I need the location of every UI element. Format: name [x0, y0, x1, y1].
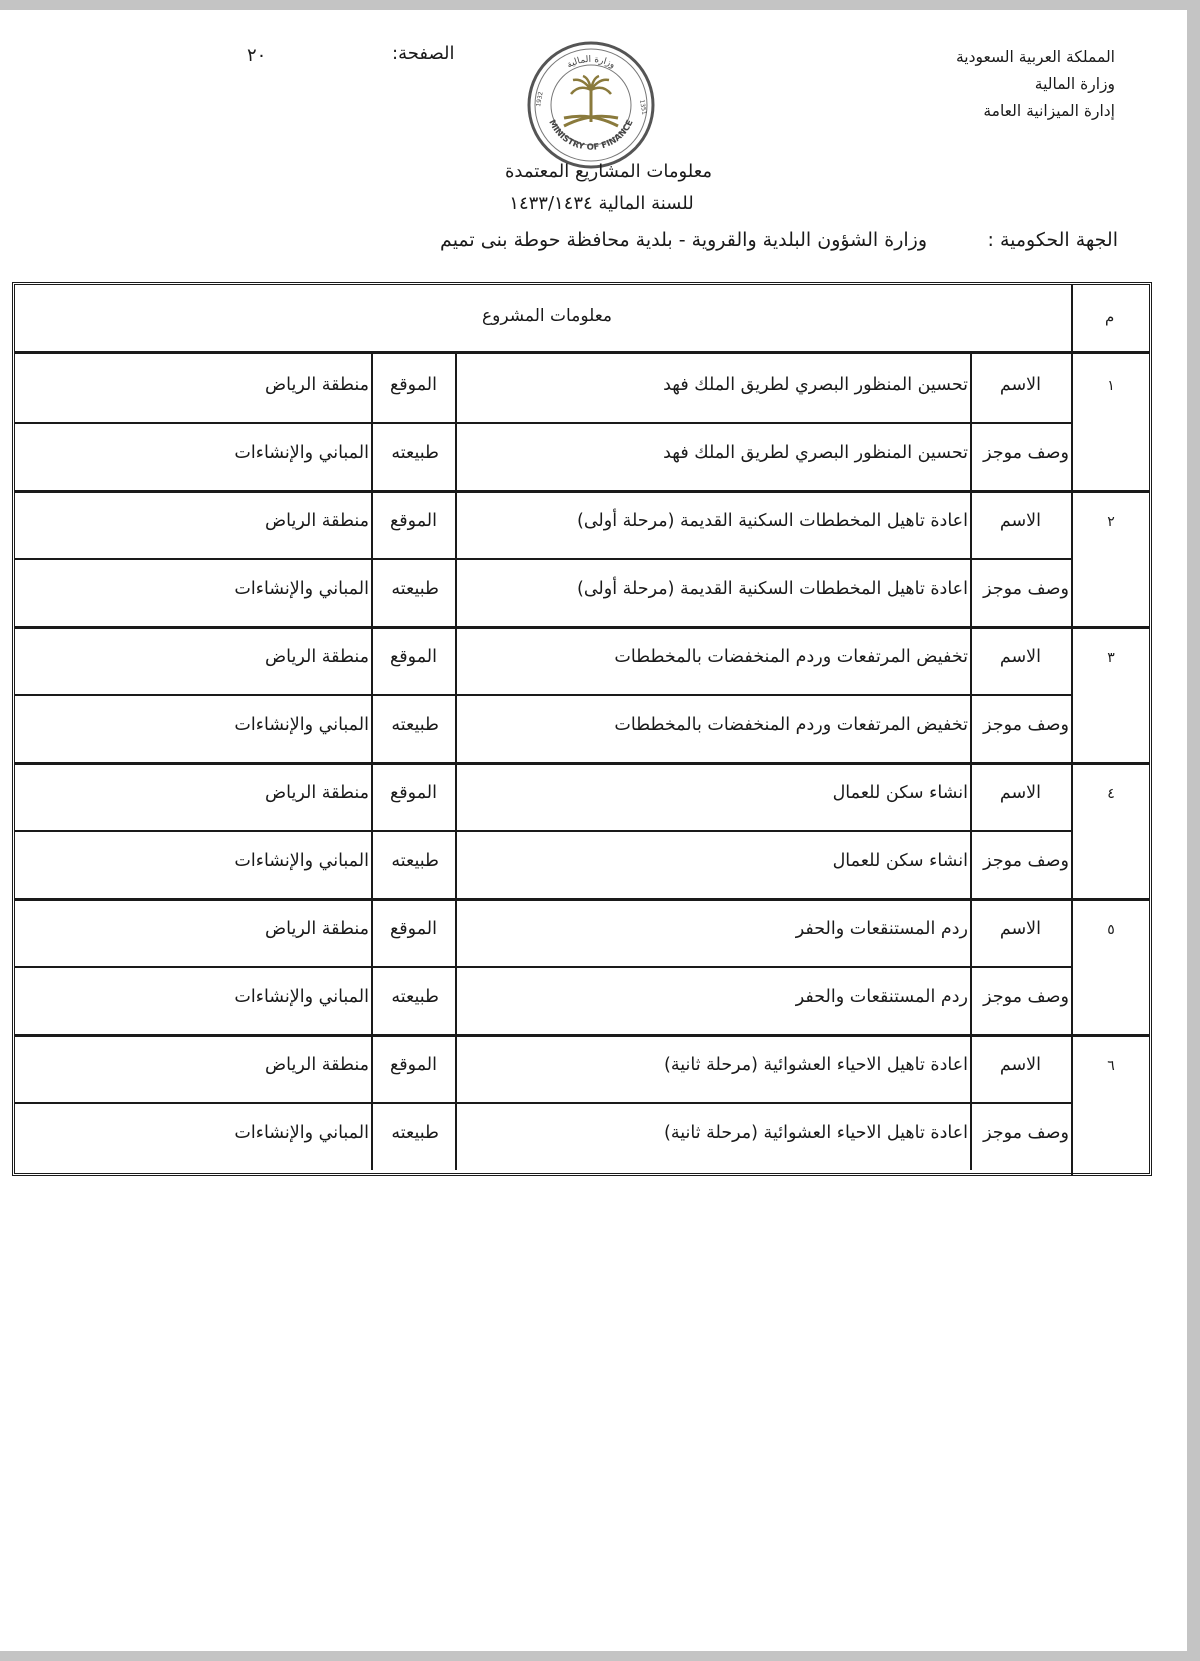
label-location: الموقع: [389, 511, 437, 531]
column-divider: [455, 762, 457, 898]
page-number: ٢٠: [247, 45, 267, 66]
row-number: ٦: [1107, 1058, 1115, 1074]
label-name: الاسم: [999, 647, 1041, 667]
row-inner-divider: [15, 694, 1071, 696]
column-divider: [970, 354, 972, 490]
project-nature: المباني والإنشاءات: [234, 443, 369, 463]
row-inner-divider: [15, 558, 1071, 560]
col-header-number: م: [1105, 308, 1115, 326]
column-divider: [970, 1034, 972, 1170]
project-location: منطقة الرياض: [264, 919, 369, 939]
page-label: الصفحة:: [392, 43, 455, 64]
row-number: ١: [1107, 378, 1115, 394]
row-number: ٣: [1107, 650, 1115, 666]
project-name: تحسين المنظور البصري لطريق الملك فهد: [663, 375, 968, 395]
header-divider: [15, 351, 1149, 354]
column-divider: [455, 490, 457, 626]
project-location: منطقة الرياض: [264, 511, 369, 531]
label-nature: طبيعته: [391, 443, 439, 463]
label-location: الموقع: [389, 1055, 437, 1075]
row-divider: [15, 1034, 1149, 1037]
project-description: ردم المستنقعات والحفر: [795, 987, 968, 1007]
column-divider: [371, 626, 373, 762]
gov-entity-value: وزارة الشؤون البلدية والقروية - بلدية محافظة حوطة بنى تميم: [440, 229, 927, 251]
row-number: ٤: [1107, 786, 1115, 802]
label-location: الموقع: [389, 783, 437, 803]
number-col-divider: [1071, 285, 1073, 1175]
label-nature: طبيعته: [391, 851, 439, 871]
seal-year-left: 1932: [535, 91, 545, 108]
label-nature: طبيعته: [391, 579, 439, 599]
project-description: اعادة تاهيل الاحياء العشوائية (مرحلة ثانية): [664, 1123, 968, 1143]
project-nature: المباني والإنشاءات: [234, 1123, 369, 1143]
issuer-block: [956, 44, 1115, 125]
column-divider: [970, 762, 972, 898]
label-description: وصف موجز: [983, 715, 1069, 735]
row-inner-divider: [15, 830, 1071, 832]
department-name: إدارة الميزانية العامة: [983, 102, 1115, 120]
gov-entity-label: الجهة الحكومية :: [987, 229, 1118, 251]
label-nature: طبيعته: [391, 715, 439, 735]
label-name: الاسم: [999, 375, 1041, 395]
svg-text:MINISTRY OF FINANCE: [546, 118, 635, 153]
row-divider: [15, 490, 1149, 493]
document-title: معلومات المشاريع المعتمدة: [504, 161, 713, 182]
project-name: انشاء سكن للعمال: [832, 783, 968, 803]
project-name: ردم المستنقعات والحفر: [795, 919, 968, 939]
project-nature: المباني والإنشاءات: [234, 851, 369, 871]
column-divider: [371, 490, 373, 626]
project-description: انشاء سكن للعمال: [832, 851, 968, 871]
label-name: الاسم: [999, 1055, 1041, 1075]
label-location: الموقع: [389, 375, 437, 395]
project-description: تحسين المنظور البصري لطريق الملك فهد: [663, 443, 968, 463]
label-location: الموقع: [389, 647, 437, 667]
fiscal-year: للسنة المالية ١٤٣٣/١٤٣٤: [509, 193, 694, 214]
project-description: تخفيض المرتفعات وردم المنخفضات بالمخططات: [614, 715, 968, 735]
seal-year-right: 1351: [638, 99, 648, 116]
row-divider: [15, 626, 1149, 629]
country-name: المملكة العربية السعودية: [955, 48, 1115, 66]
project-location: منطقة الرياض: [264, 647, 369, 667]
row-number: ٢: [1107, 514, 1115, 530]
ministry-name: وزارة المالية: [1034, 75, 1115, 93]
label-description: وصف موجز: [983, 987, 1069, 1007]
project-name: اعادة تاهيل المخططات السكنية القديمة (مرحلة أولى): [577, 511, 968, 531]
column-divider: [371, 1034, 373, 1170]
project-nature: المباني والإنشاءات: [234, 579, 369, 599]
ministry-seal-icon: [526, 40, 656, 170]
label-name: الاسم: [999, 919, 1041, 939]
row-inner-divider: [15, 1102, 1071, 1104]
label-name: الاسم: [999, 783, 1041, 803]
project-name: تخفيض المرتفعات وردم المنخفضات بالمخططات: [614, 647, 968, 667]
label-nature: طبيعته: [391, 1123, 439, 1143]
row-divider: [15, 898, 1149, 901]
svg-text:وزارة المالية: [565, 55, 616, 71]
column-divider: [970, 898, 972, 1034]
column-divider: [455, 354, 457, 490]
label-location: الموقع: [389, 919, 437, 939]
project-name: اعادة تاهيل الاحياء العشوائية (مرحلة ثانية): [664, 1055, 968, 1075]
label-description: وصف موجز: [983, 1123, 1069, 1143]
row-inner-divider: [15, 966, 1071, 968]
project-location: منطقة الرياض: [264, 1055, 369, 1075]
seal-text-bottom: MINISTRY OF FINANCE: [546, 118, 636, 153]
project-nature: المباني والإنشاءات: [234, 715, 369, 735]
row-divider: [15, 762, 1149, 765]
column-divider: [371, 898, 373, 1034]
column-divider: [455, 626, 457, 762]
label-description: وصف موجز: [983, 579, 1069, 599]
label-name: الاسم: [999, 511, 1041, 531]
project-nature: المباني والإنشاءات: [234, 987, 369, 1007]
column-divider: [371, 354, 373, 490]
label-nature: طبيعته: [391, 987, 439, 1007]
column-divider: [970, 490, 972, 626]
projects-table: [12, 282, 1152, 1176]
row-number: ٥: [1107, 922, 1115, 938]
label-description: وصف موجز: [983, 443, 1069, 463]
column-divider: [371, 762, 373, 898]
column-divider: [455, 1034, 457, 1170]
document-page: [0, 10, 1187, 1651]
column-divider: [970, 626, 972, 762]
row-inner-divider: [15, 422, 1071, 424]
label-description: وصف موجز: [983, 851, 1069, 871]
seal-text-top: وزارة المالية: [565, 54, 617, 71]
col-header-info: معلومات المشروع: [482, 306, 613, 326]
column-divider: [455, 898, 457, 1034]
project-description: اعادة تاهيل المخططات السكنية القديمة (مرحلة أولى): [577, 579, 968, 599]
project-location: منطقة الرياض: [264, 783, 369, 803]
project-location: منطقة الرياض: [264, 375, 369, 395]
